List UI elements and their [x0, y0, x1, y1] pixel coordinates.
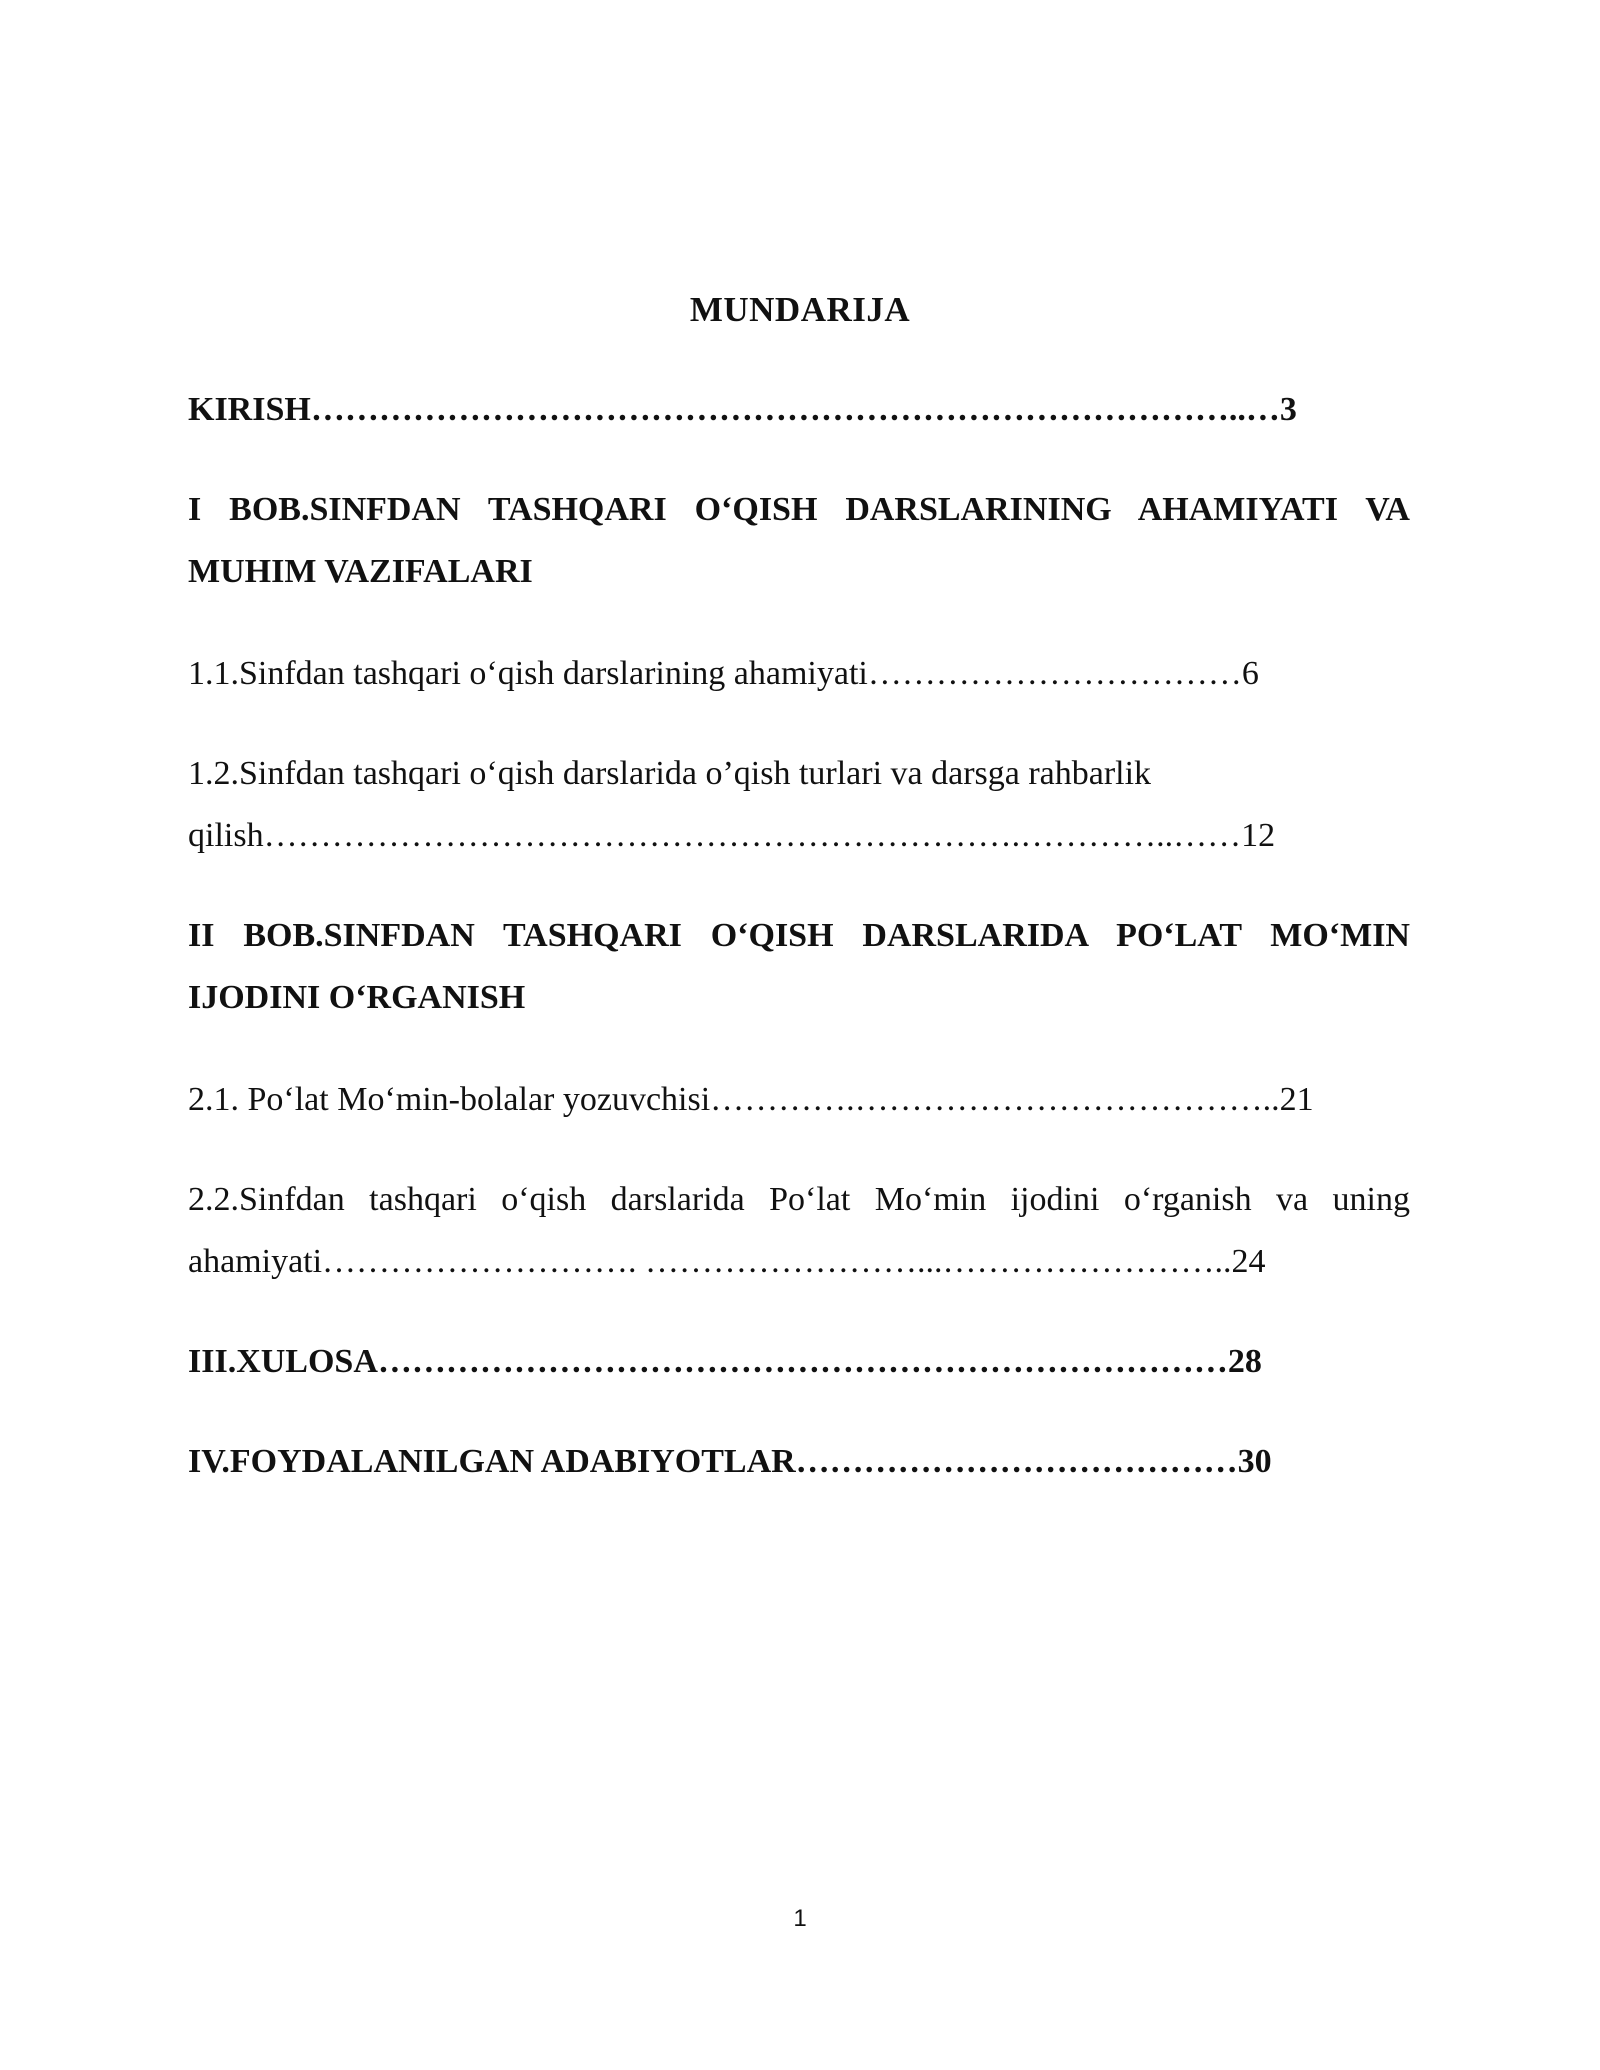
- toc-entry-xulosa: III.XULOSA…………………………………………………………………28: [188, 1343, 1262, 1380]
- toc-entry-2-2-line2: ahamiyati………………………. ……………………...……………………..24: [188, 1243, 1266, 1280]
- toc-entry-bob1-line2: MUHIM VAZIFALARI: [188, 553, 533, 590]
- toc-entry-bob2-line1: II BOB.SINFDAN TASHQARI O‘QISH DARSLARIDA PO‘LAT MO‘MIN: [188, 917, 1410, 954]
- toc-entry-2-1: 2.1. Po‘lat Mo‘min-bolalar yozuvchisi………….………………………………..21: [188, 1081, 1314, 1118]
- toc-entry-1-2-line1: 1.2.Sinfdan tashqari o‘qish darslarida o’qish turlari va darsga rahbarlik: [188, 755, 1152, 792]
- page-number: 1: [793, 1905, 807, 1932]
- toc-entry-1-1: 1.1.Sinfdan tashqari o‘qish darslarining ahamiyati……………………………6: [188, 655, 1259, 692]
- toc-entry-1-2-line2: qilish………………………………………………………….…………..……12: [188, 817, 1276, 854]
- toc-entry-2-2-line1: 2.2.Sinfdan tashqari o‘qish darslarida Po‘lat Mo‘min ijodini o‘rganish va uning: [188, 1181, 1410, 1218]
- toc-entry-bob2-line2: IJODINI O‘RGANISH: [188, 979, 526, 1016]
- page-title: MUNDARIJA: [689, 290, 911, 329]
- toc-entry-kirish: KIRISH………………………………………………………………………..…3: [188, 391, 1297, 428]
- toc-entry-bob1-line1: I BOB.SINFDAN TASHQARI O‘QISH DARSLARINING AHAMIYATI VA: [188, 491, 1410, 528]
- toc-entry-adabiyotlar: IV.FOYDALANILGAN ADABIYOTLAR…………………………………30: [188, 1443, 1272, 1480]
